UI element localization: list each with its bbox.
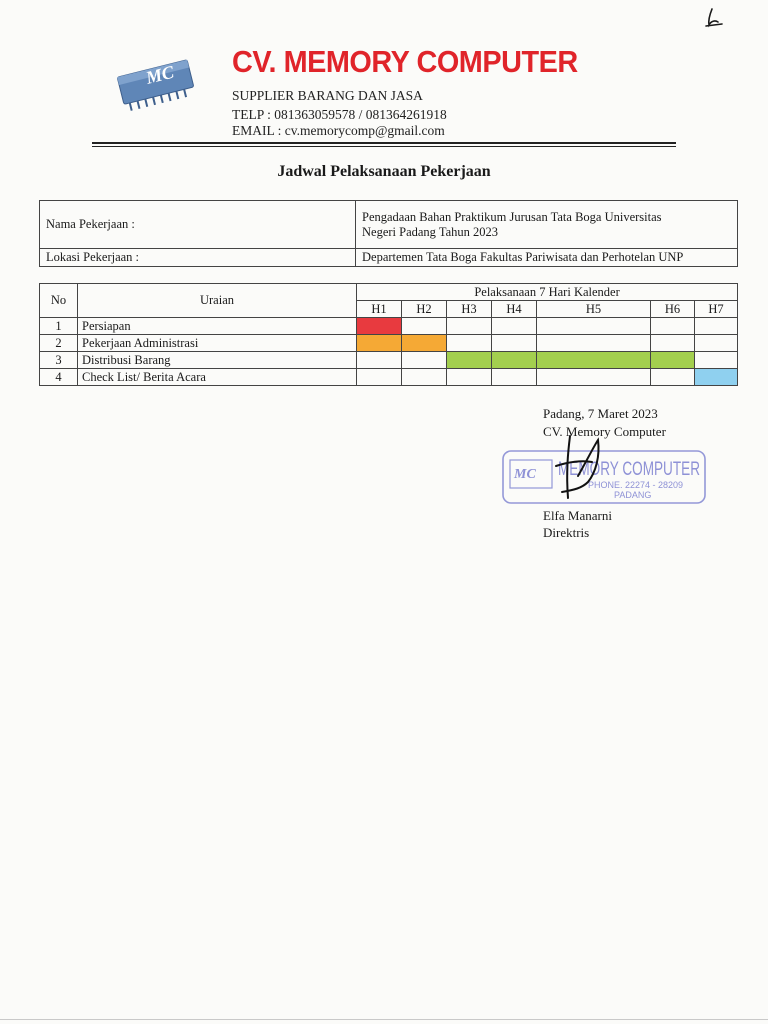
day-cell-h6 [651, 318, 695, 335]
job-info-table [39, 200, 738, 267]
day-cell-h1 [357, 318, 402, 335]
signatory-name: Elfa Manarni [543, 508, 612, 523]
row-uraian: Distribusi Barang [78, 352, 357, 369]
day-cell-h6 [651, 352, 695, 369]
row-number: 3 [40, 352, 78, 369]
header-no: No [40, 284, 78, 318]
schedule-table [39, 283, 738, 386]
day-cell-h3 [447, 335, 492, 352]
schedule-row [40, 318, 738, 335]
day-cell-h7 [695, 335, 738, 352]
day-cell-h6 [651, 369, 695, 386]
header-day-h2: H2 [402, 301, 447, 318]
header-day-h6: H6 [651, 301, 695, 318]
schedule-row [40, 352, 738, 369]
company-phone: TELP : 081363059578 / 081364261918 [232, 107, 447, 122]
schedule-header-row [40, 284, 738, 301]
day-cell-h7 [695, 369, 738, 386]
header-day-h4: H4 [492, 301, 537, 318]
header-day-h5: H5 [537, 301, 651, 318]
header-day-h1: H1 [357, 301, 402, 318]
day-cell-h5 [537, 318, 651, 335]
header-day-h3: H3 [447, 301, 492, 318]
row-number: 2 [40, 335, 78, 352]
day-cell-h5 [537, 335, 651, 352]
day-cell-h3 [447, 352, 492, 369]
row-uraian: Pekerjaan Administrasi [78, 335, 357, 352]
nama-pekerjaan-value [356, 201, 738, 249]
signatory-title: Direktris [543, 525, 590, 540]
row-number: 1 [40, 318, 78, 335]
lokasi-pekerjaan-label: Lokasi Pekerjaan : [40, 249, 356, 267]
day-cell-h5 [537, 369, 651, 386]
day-cell-h4 [492, 352, 537, 369]
company-email: EMAIL : cv.memorycomp@gmail.com [232, 123, 445, 138]
document-title: Jadwal Pelaksanaan Pekerjaan [277, 163, 491, 180]
day-cell-h2 [402, 369, 447, 386]
info-row-lokasi [40, 249, 738, 267]
day-cell-h7 [695, 318, 738, 335]
day-cell-h7 [695, 352, 738, 369]
schedule-body [40, 318, 738, 386]
nama-pekerjaan-label: Nama Pekerjaan : [40, 201, 356, 249]
day-cell-h4 [492, 335, 537, 352]
day-cell-h4 [492, 369, 537, 386]
day-cell-h3 [447, 369, 492, 386]
day-cell-h6 [651, 335, 695, 352]
company-tagline: SUPPLIER BARANG DAN JASA [232, 88, 423, 103]
schedule-row [40, 335, 738, 352]
day-cell-h2 [402, 318, 447, 335]
letterhead-divider-thin [92, 146, 676, 147]
company-logo [108, 52, 204, 116]
signature-company: CV. Memory Computer [543, 424, 666, 439]
header-uraian: Uraian [78, 284, 357, 318]
header-period: Pelaksanaan 7 Hari Kalender [357, 284, 738, 301]
day-cell-h3 [447, 318, 492, 335]
schedule-row [40, 369, 738, 386]
row-uraian: Persiapan [78, 318, 357, 335]
stamp-phone: PHONE. 22274 - 28209 [588, 480, 684, 490]
day-cell-h4 [492, 318, 537, 335]
logo-text: MC [143, 61, 176, 88]
signature-place-date: Padang, 7 Maret 2023 [543, 406, 658, 421]
stamp-company-name: MEMORY COMPUTER [558, 459, 700, 480]
day-cell-h1 [357, 352, 402, 369]
row-uraian: Check List/ Berita Acara [78, 369, 357, 386]
letterhead-divider [92, 142, 676, 144]
handwritten-signature [548, 432, 638, 502]
day-cell-h1 [357, 335, 402, 352]
stamp-logo-text: MC [514, 467, 536, 482]
lokasi-pekerjaan-value: Departemen Tata Boga Fakultas Pariwisata dan Perhotelan UNP [356, 249, 738, 267]
page-bottom-edge [0, 1019, 768, 1020]
row-number: 4 [40, 369, 78, 386]
corner-handwritten-mark [700, 6, 728, 30]
stamp-city: PADANG [614, 490, 652, 500]
header-day-h7: H7 [695, 301, 738, 318]
nama-value-line2: Negeri Padang Tahun 2023 [362, 224, 499, 239]
info-row-nama [40, 201, 738, 249]
day-cell-h2 [402, 335, 447, 352]
day-cell-h1 [357, 369, 402, 386]
day-cell-h2 [402, 352, 447, 369]
nama-value-line1: Pengadaan Bahan Praktikum Jurusan Tata Boga Universitas [362, 209, 662, 224]
company-name: CV. MEMORY COMPUTER [232, 44, 578, 79]
day-cell-h5 [537, 352, 651, 369]
